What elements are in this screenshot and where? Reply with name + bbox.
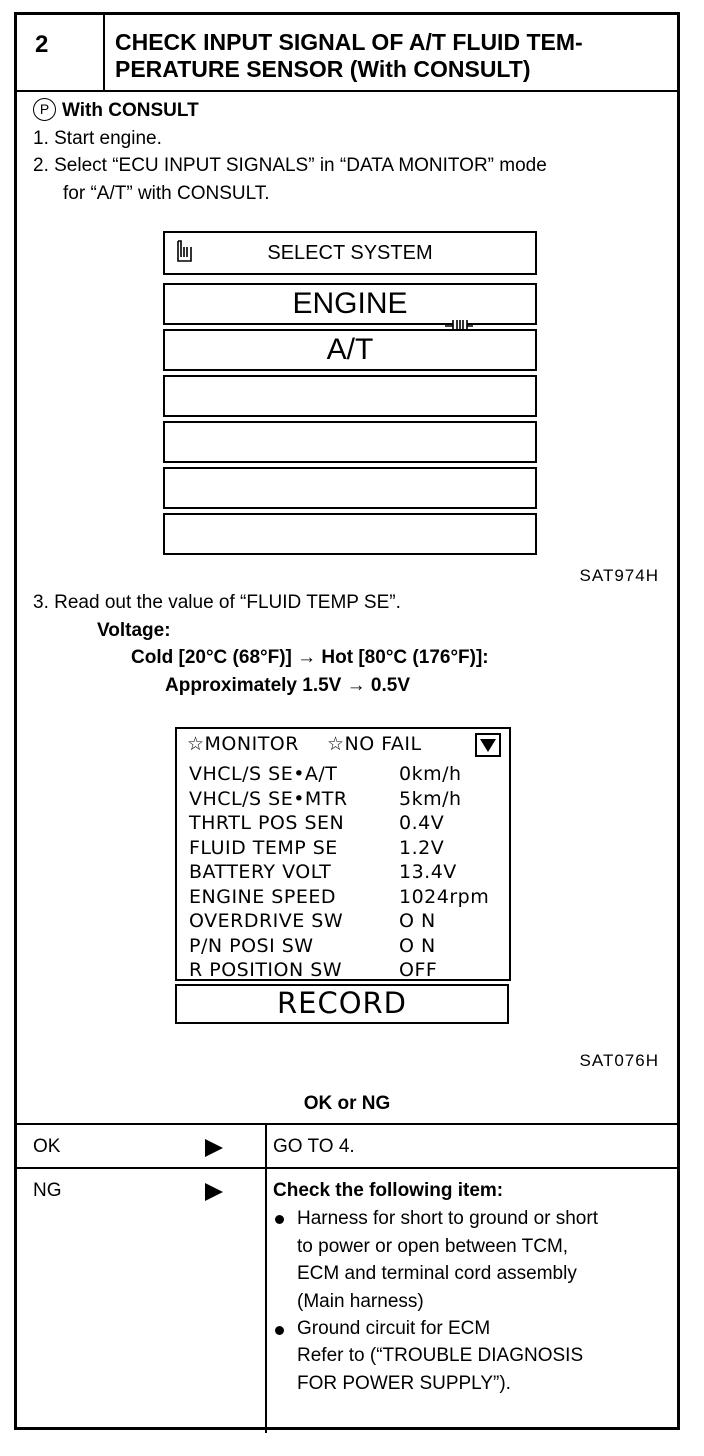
monitor-item-value: OFF [399,959,438,981]
instruction-step1: 1. Start engine. [33,128,162,149]
monitor-header-label: ☆MONITOR [187,733,299,755]
step-title-line2: PERATURE SENSOR (With CONSULT) [115,56,531,82]
ok-label: OK [33,1136,61,1157]
monitor-item-value: 1.2V [399,836,445,859]
ok-action: GO TO 4. [273,1136,355,1157]
monitor-item-name: P/N POSI SW [189,934,314,957]
instruction-step3: 3. Read out the value of “FLUID TEMP SE”. [33,592,401,613]
system-item-engine-label: ENGINE [292,287,408,320]
consult-header-label: With CONSULT [62,100,199,121]
monitor-item-value: O N [399,910,436,932]
voltage-label: Voltage: [97,620,171,641]
system-item-empty-2 [163,421,537,463]
ng-item2-line2: Refer to (“TROUBLE DIAGNOSIS [297,1345,584,1366]
monitor-status-label: ☆NO FAIL [327,733,422,755]
instruction-step2-line1: 2. Select “ECU INPUT SIGNALS” in “DATA MONITOR” mode [33,155,547,176]
ng-arrow-icon [205,1183,223,1201]
scroll-down-button[interactable] [475,733,501,757]
monitor-item-name: VHCL/S SE•A/T [189,763,338,785]
result-separator-mid [17,1167,677,1169]
monitor-item-value: 5km/h [399,787,462,810]
monitor-item-value: O N [399,934,436,957]
system-item-engine[interactable] [163,283,537,325]
monitor-item-name: THRTL POS SEN [189,812,345,834]
system-item-at[interactable] [163,329,537,371]
approx-voltage-spec: Approximately 1.5V → 0.5V [165,675,410,696]
p-badge-icon: P [33,98,56,121]
system-item-at-label: A/T [326,333,374,366]
ng-item2-line3: FOR POWER SUPPLY”). [297,1373,511,1394]
monitor-item-value: 0km/h [399,763,462,785]
result-heading: OK or NG [303,1093,391,1114]
monitor-item-name: ENGINE SPEED [189,885,336,908]
title-divider [103,15,105,91]
step-title-line1: CHECK INPUT SIGNAL OF A/T FLUID TEM- [115,29,583,55]
consult-header [33,97,199,125]
monitor-item-name: VHCL/S SE•MTR [189,787,348,810]
ng-item1-line3: ECM and terminal cord assembly [297,1263,577,1284]
monitor-item-name: BATTERY VOLT [189,861,332,883]
ng-heading: Check the following item: [273,1180,504,1201]
arrow-down-icon [477,735,499,755]
select-system-title-box [163,231,537,275]
figure-code-monitor: SAT076H [579,1051,659,1070]
ng-bullet-1-icon [275,1215,284,1224]
figure-code-select-system: SAT974H [579,566,659,585]
ng-item1-line2: to power or open between TCM, [297,1236,569,1257]
record-button[interactable] [175,984,509,1024]
system-item-empty-3 [163,467,537,509]
step-title [115,29,675,83]
ng-item1-line4: (Main harness) [297,1291,424,1312]
ng-item1-line1: Harness for short to ground or short [297,1208,598,1229]
monitor-item-value: 13.4V [399,861,457,883]
ng-bullet-2-icon [275,1326,284,1335]
monitor-item-name: FLUID TEMP SE [189,836,338,859]
record-button-label: RECORD [276,986,408,1020]
monitor-item-name: R POSITION SW [189,959,343,981]
monitor-item-value: 1024rpm [399,885,490,908]
cold-hot-spec: Cold [20°C (68°F)] → Hot [80°C (176°F)]: [131,647,489,668]
system-item-empty-1 [163,375,537,417]
select-system-title: SELECT SYSTEM [267,242,433,264]
monitor-item-value: 0.4V [399,812,445,834]
result-separator-top [17,1123,677,1125]
ng-item2-line1: Ground circuit for ECM [297,1318,491,1339]
title-separator [17,90,677,92]
system-item-empty-4 [163,513,537,555]
ok-arrow-icon [205,1139,223,1157]
monitor-item-name: OVERDRIVE SW [189,910,344,932]
ng-label: NG [33,1180,62,1201]
step-number: 2 [35,31,49,58]
instruction-step2-line2: for “A/T” with CONSULT. [63,183,270,204]
data-monitor-screen [175,727,511,981]
procedure-frame [14,12,680,1430]
result-column-divider [265,1123,267,1433]
